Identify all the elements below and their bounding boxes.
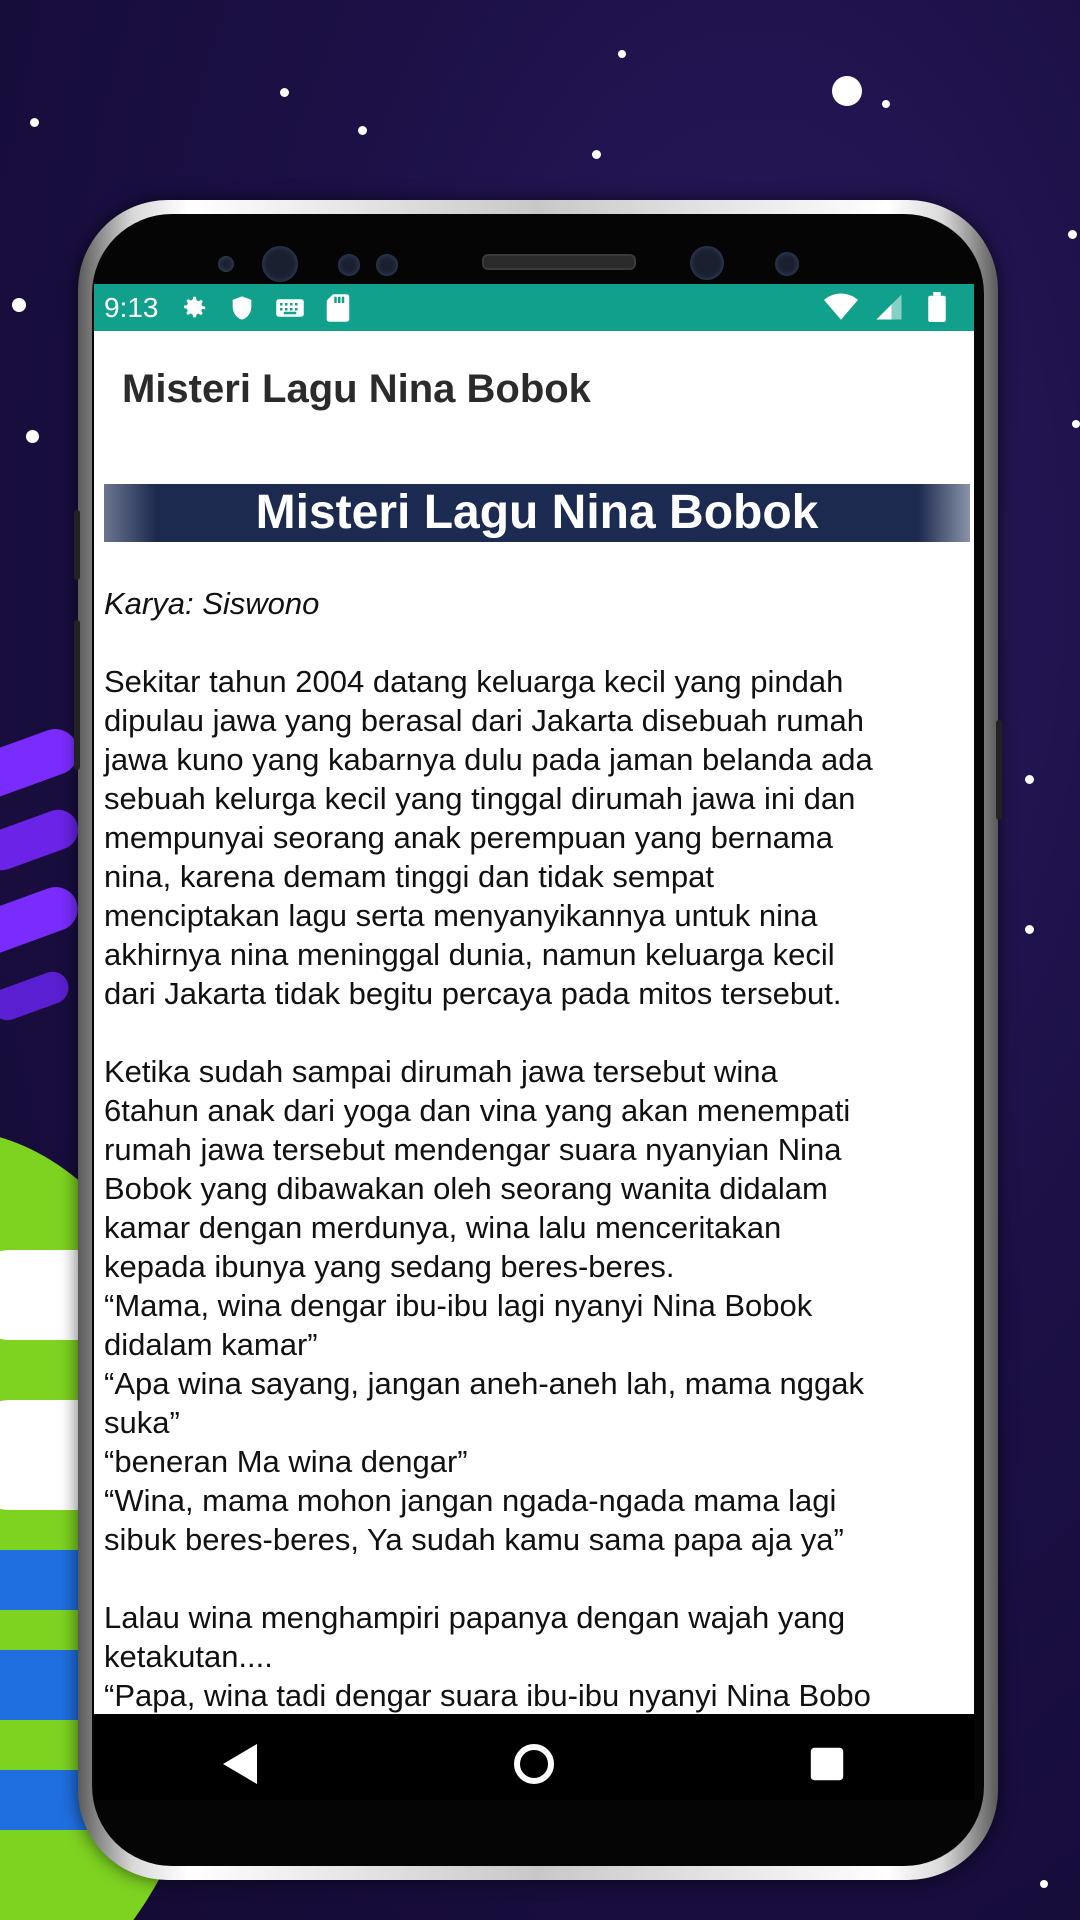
status-right-group xyxy=(824,290,968,324)
text-line: 6tahun anak dari yoga dan vina yang akan menempati xyxy=(104,1093,851,1128)
text-line: “Wina, mama mohon jangan ngada-ngada mama lagi xyxy=(104,1483,837,1518)
text-line: jawa kuno yang kabarnya dulu pada jaman belanda ada xyxy=(104,742,873,777)
app-bar xyxy=(94,331,974,446)
text-line: “Papa, wina tadi dengar suara ibu-ibu nyanyi Nina Bobo xyxy=(104,1678,871,1713)
text-line: akhirnya nina meninggal dunia, namun keluarga kecil xyxy=(104,937,835,972)
star xyxy=(30,118,39,127)
star xyxy=(1025,775,1034,784)
article-banner-title: Misteri Lagu Nina Bobok xyxy=(104,484,970,542)
recents-button[interactable] xyxy=(787,1724,867,1800)
text-line: mempunyai seorang anak perempuan yang bernama xyxy=(104,820,833,855)
star xyxy=(592,150,601,159)
star xyxy=(26,430,39,443)
text-line: dari Jakarta tidak begitu percaya pada mitos tersebut. xyxy=(104,976,842,1011)
wifi-icon xyxy=(824,290,858,324)
back-icon xyxy=(221,1742,261,1786)
navigation-bar xyxy=(94,1714,974,1800)
side-button xyxy=(74,510,80,580)
article-author: Karya: Siswono xyxy=(104,586,320,621)
star xyxy=(12,298,26,312)
decor-stripe xyxy=(0,967,73,1024)
keyboard-icon xyxy=(273,291,307,325)
text-line: dipulau jawa yang berasal dari Jakarta disebuah rumah xyxy=(104,703,864,738)
text-line: “beneran Ma wina dengar” xyxy=(104,1444,468,1479)
decor-stripe xyxy=(0,881,84,963)
text-line: sebuah kelurga kecil yang tinggal dirumah jawa ini dan xyxy=(104,781,856,816)
text-line: didalam kamar” xyxy=(104,1327,318,1362)
star xyxy=(1068,230,1077,239)
text-line: kepada ibunya yang sedang beres-beres. xyxy=(104,1249,675,1284)
text-line: suka” xyxy=(104,1405,180,1440)
phone-frame xyxy=(78,200,998,1880)
star xyxy=(882,100,890,108)
shield-icon xyxy=(225,291,259,325)
device-screen xyxy=(94,284,974,1800)
status-bar xyxy=(94,284,974,331)
back-button[interactable] xyxy=(201,1724,281,1800)
text-line: rumah jawa tersebut mendengar suara nyanyian Nina xyxy=(104,1132,842,1167)
phone-bezel xyxy=(92,214,984,1866)
article-paragraph-1 xyxy=(104,662,972,1013)
signal-icon xyxy=(872,290,906,324)
star xyxy=(1072,420,1080,428)
front-camera xyxy=(690,246,724,280)
front-camera xyxy=(262,246,298,282)
home-icon xyxy=(512,1742,556,1786)
text-line: “Mama, wina dengar ibu-ibu lagi nyanyi Nina Bobok xyxy=(104,1288,813,1323)
sd-card-icon xyxy=(321,291,355,325)
text-line: kamar dengan merdunya, wina lalu menceritakan xyxy=(104,1210,782,1245)
sensor-dot xyxy=(376,254,398,276)
side-button xyxy=(74,620,80,770)
earpiece-speaker xyxy=(482,254,636,270)
star xyxy=(358,126,367,135)
star xyxy=(618,50,626,58)
star xyxy=(280,88,289,97)
decor-stripe xyxy=(0,804,84,876)
decor-stripe xyxy=(0,723,85,804)
sensor-dot xyxy=(775,252,799,276)
star xyxy=(1040,1880,1048,1888)
battery-icon xyxy=(920,290,954,324)
article-content[interactable] xyxy=(104,484,972,1715)
text-line: Lalau wina menghampiri papanya dengan wajah yang xyxy=(104,1600,846,1635)
sensor-dot xyxy=(218,256,234,272)
star xyxy=(1025,925,1034,934)
home-button[interactable] xyxy=(494,1724,574,1800)
article-paragraph-2 xyxy=(104,1052,972,1559)
page-title: Misteri Lagu Nina Bobok xyxy=(122,367,591,411)
text-line: nina, karena demam tinggi dan tidak sempat xyxy=(104,859,715,894)
side-button xyxy=(996,720,1002,820)
gear-icon xyxy=(177,291,211,325)
star xyxy=(832,76,862,106)
sensor-dot xyxy=(338,254,360,276)
recents-icon xyxy=(809,1746,845,1782)
article-paragraph-3 xyxy=(104,1598,972,1715)
text-line: Ketika sudah sampai dirumah jawa tersebut wina xyxy=(104,1054,778,1089)
text-line: Sekitar tahun 2004 datang keluarga kecil yang pindah xyxy=(104,664,844,699)
text-line: “Apa wina sayang, jangan aneh-aneh lah, mama nggak xyxy=(104,1366,865,1401)
text-line: Bobok yang dibawakan oleh seorang wanita didalam xyxy=(104,1171,828,1206)
text-line: ketakutan.... xyxy=(104,1639,273,1674)
status-time: 9:13 xyxy=(104,291,159,323)
text-line: menciptakan lagu serta menyanyikannya untuk nina xyxy=(104,898,818,933)
text-line: sibuk beres-beres, Ya sudah kamu sama papa aja ya” xyxy=(104,1522,844,1557)
